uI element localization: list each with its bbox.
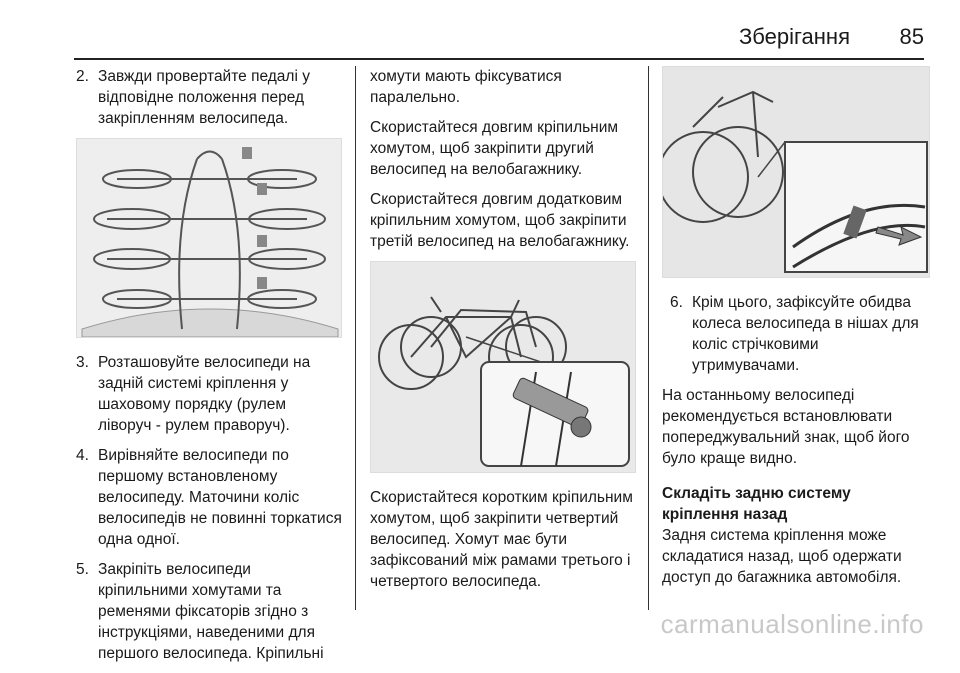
list-text: Завжди провертайте педалі у відповідне положення перед закріпленням велосипеда. xyxy=(98,68,310,127)
list-text: Розташовуйте велосипеди на задній системі кріплення у шаховому порядку (рулем ліворуч - рулем праворуч). xyxy=(98,354,311,434)
watermark: carmanualsonline.info xyxy=(660,609,924,639)
column-2 xyxy=(370,66,636,601)
paragraph: Скористайтеся довгим додатковим кріпильним хомутом, щоб закріпити третій велосипед на велобагажнику. xyxy=(370,191,630,250)
paragraph: Скористайтеся довгим кріпильним хомутом, щоб закріпити другий велосипед на велобагажнику. xyxy=(370,119,619,178)
list-number: 2. xyxy=(76,68,89,85)
list-item-6 xyxy=(670,292,930,376)
paragraph: Скористайтеся коротким кріпильним хомутом, щоб закріпити четвертий велосипед. Хомут має бути зафіксований між рамами третього і четвертого велосипеда. xyxy=(370,489,633,590)
column-1 xyxy=(76,66,342,673)
list-text: Закріпіть велосипеди кріпильними хомутами та ременями фіксаторів згідно з інструкціями, наведеними для першого велосипеда. Кріпильні xyxy=(98,561,324,662)
paragraph: На останньому велосипеді рекомендується встановлювати попереджувальний знак, щоб його було краще видно. xyxy=(662,387,910,467)
list-item-3 xyxy=(76,352,342,436)
list-number: 6. xyxy=(670,294,683,311)
page-number: 85 xyxy=(899,24,924,49)
list-text: Крім цього, зафіксуйте обидва колеса велосипеда в нішах для коліс стрічковими утримувачами. xyxy=(692,294,919,374)
page-header xyxy=(0,0,960,58)
bike-strap-illustration xyxy=(370,261,636,473)
wheel-strap-drawing xyxy=(663,67,930,277)
list-number: 5. xyxy=(76,561,89,578)
column-divider-2 xyxy=(648,66,649,610)
paragraph: Задня система кріплення може складатися назад, щоб одержати доступ до багажника автомобіля. xyxy=(662,527,902,586)
list-number: 3. xyxy=(76,354,89,371)
bikes-side-drawing xyxy=(371,262,636,472)
bike-rack-top-view-illustration xyxy=(76,138,342,338)
column-3 xyxy=(662,66,930,597)
rack-drawing xyxy=(77,139,342,337)
wheel-strap-illustration xyxy=(662,66,930,278)
paragraph: хомути мають фіксуватися паралельно. xyxy=(370,68,562,106)
header-rule xyxy=(74,58,924,60)
column-divider-1 xyxy=(355,66,356,610)
list-item-5 xyxy=(76,559,342,664)
section-heading: Складіть задню систему кріплення назад xyxy=(662,485,851,523)
list-item-2 xyxy=(76,66,342,129)
section-title: Зберігання xyxy=(739,24,850,49)
list-item-4 xyxy=(76,445,342,550)
list-number: 4. xyxy=(76,447,89,464)
list-text: Вирівняйте велосипеди по першому встановленому велосипеду. Маточини коліс велосипедів не повинні торкатися одна одної. xyxy=(98,447,342,548)
